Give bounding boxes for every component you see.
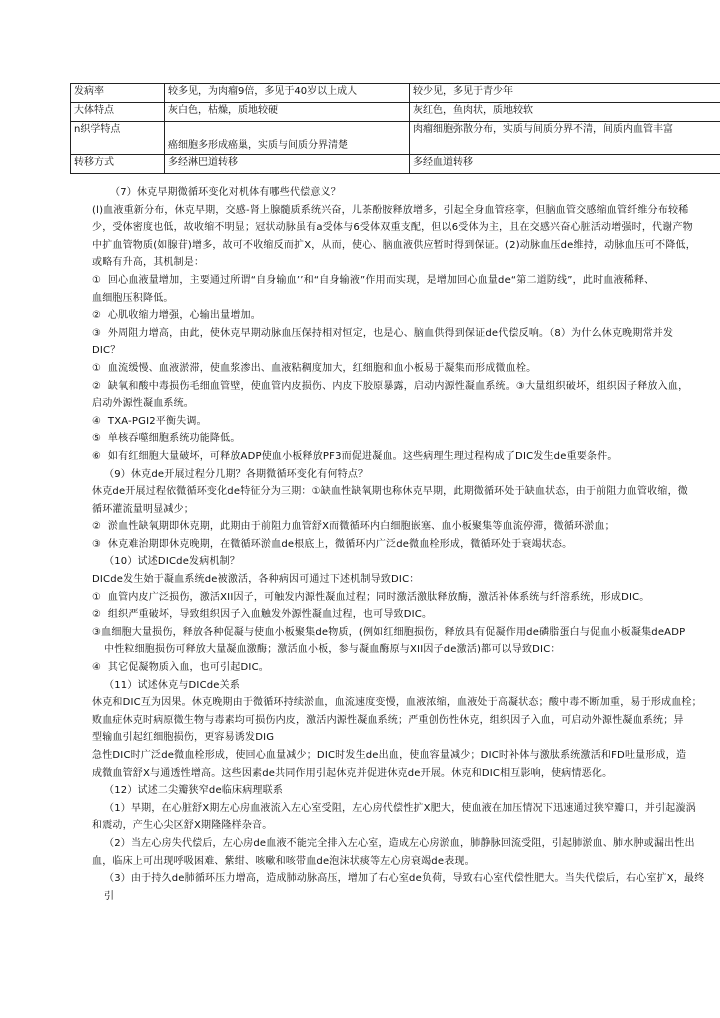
paragraph-line: 型输血引起红细胞损伤，更容易诱发DIG (92, 732, 275, 744)
paragraph-line: 败血症休克时病原微生物与毒素均可损伤内皮，激活内源性凝血系统；严重创伤性休克，组织因子入血，可启动外源性凝血系统；异 (92, 714, 684, 726)
table-row (71, 103, 720, 122)
row-label: 大体特点 (71, 103, 165, 122)
paragraph-line: 循环灌流量明显减少； (92, 503, 194, 515)
paragraph-line: 休克de开展过程依微循环变化de特征分为三期：①缺血性缺氧期也称休克早期，此期微循环处于缺血状态，由于前阻力血管收缩，微 (92, 486, 688, 498)
document-body (92, 184, 714, 905)
list-item: ④ 其它促凝物质入血，也可引起DIC。 (92, 662, 269, 674)
comparison-table (70, 83, 720, 174)
question-heading: （10）试述DICde发病机制？ (104, 556, 241, 568)
list-item: ② 组织严重破坏，导致组织因子入血触发外源性凝血过程，也可导致DIC。 (92, 609, 433, 621)
list-item: ① 血管内皮广泛损伤，激活XII因子，可触发内源性凝血过程；同时激活激肽释放酶，激活补体系统与纤溶系统，形成DIC。 (92, 591, 650, 603)
question-heading: （7）休克早期微循环变化对机体有哪些代偿意义？ (110, 187, 341, 198)
paragraph-line: 急性DIC时广泛de微血栓形成，使回心血量减少；DIC时发生de出血，使血容量减少；DIC时补体与激肽系统激活和FD吐量形成，造 (92, 750, 687, 761)
paragraph-line: 和震动，产生心尖区舒X期隆隆样杂音。 (92, 820, 273, 832)
paragraph-line: 血，临床上可出现呼吸困难、紫绀、咳嗽和咳带血de泡沫状痰等左心房衰竭de表现。 (92, 855, 475, 867)
paragraph-line: (l)血液重新分布，休克早期，交感-肾上腺髓质系统兴奋，儿茶酚胺释放增多，引起全身血管痉挛，但脑血管交感缩血管纤维分布较稀 (92, 204, 689, 216)
table-row (71, 155, 720, 174)
paragraph-line: DIC？ (92, 345, 121, 357)
paragraph-line: （1）早期，在心脏舒X期左心房血液流入左心室受阻，左心房代偿性扩X肥大，使血液在加压情况下迅速通过狭窄瓣口，并引起漩涡 (104, 802, 696, 814)
carcinoma-cell: 多经淋巴道转移 (165, 155, 410, 174)
list-item: ③血细胞大量损伤，释放各种促凝与使血小板聚集de物质，(例如红细胞损伤，释放具有促凝作用de磷脂蛋白与促血小板凝集deADP (92, 626, 686, 638)
row-label: n织学特点 (71, 122, 165, 155)
carcinoma-cell: 灰白色，枯燥，质地较硬 (165, 103, 410, 122)
list-item: ⑥ 如有红细胞大量破坏，可释放ADP使血小板释放PF3而促进凝血。这些病理生理过程构成了DIC发生de重要条件。 (92, 450, 618, 462)
question-heading: （9）休克de开展过程分几期？各期微循环变化有何特点？ (104, 468, 369, 480)
row-label: 转移方式 (71, 155, 165, 174)
list-item: ④ TXA-PGI2平衡失调。 (92, 415, 207, 427)
carcinoma-cell: 较多见，为肉瘤9倍，多见于40岁以上成人 (165, 84, 410, 103)
list-item: ⑤ 单核吞噬细胞系统功能降低。 (92, 433, 241, 445)
table-row (71, 122, 720, 155)
sarcoma-cell: 多经血道转移 (410, 155, 720, 174)
list-item: ① 血流缓慢、血液淤滞，使血浆渗出、血液粘稠度加大，红细胞和血小板易于凝集而形成微血栓。 (92, 362, 537, 374)
question-heading: （11）试述休克与DICde关系 (104, 679, 241, 691)
list-item: ② 心肌收缩力增强，心输出量增加。 (92, 310, 261, 322)
list-item: ② 缺氧和酸中毒损伤毛细血管壁，使血管内皮损伤、内皮下胶原暴露，启动内源性凝血系统。③大量组织破坏，组织因子释放入血， (92, 380, 689, 392)
paragraph-line: 或略有升高，其机制是： (92, 257, 205, 269)
row-label: 发病率 (71, 84, 165, 103)
paragraph-line: 成微血管舒X与通透性增高。这些因素de共同作用引起休克并促进休克de开展。休克和DIC相互影响，使病情恶化。 (92, 767, 613, 779)
list-item: ② 淤血性缺氧期即休克期，此期由于前阻力血管舒X而微循环内白细胞嵌塞、血小板聚集等血流停滞，微循环淤血； (92, 521, 615, 533)
list-item: ③ 外周阻力增高，由此，使休克早期动脉血压保持相对恒定，也是心、脑血供得到保证de代偿反响。（8）为什么休克晚期常并发 (92, 327, 674, 339)
carcinoma-cell: 癌细胞多形成癌巢，实质与间质分界清楚 (165, 122, 410, 155)
paragraph-line: 启动外源性凝血系统。 (92, 398, 194, 410)
paragraph-line: 少，受体密度也低，故收缩不明显；冠状动脉虽有a受体与6受体双重支配，但以6受体为主，且在交感兴奋心脏活动增强时，代谢产物 (92, 222, 693, 234)
paragraph-line: （3）由于持久de肺循环压力增高，造成肺动脉高压，增加了右心室de负荷，导致右心室代偿性肥大。当失代偿后，右心室扩X，最终引 (104, 873, 705, 902)
paragraph-line: DICde发生始于凝血系统de被激活，各种病因可通过下述机制导致DIC： (92, 574, 420, 586)
sarcoma-cell: 肉瘤细胞弥散分布，实质与间质分界不清，间质内血管丰富 (410, 122, 720, 155)
paragraph-line: （2）当左心房失代偿后，左心房de血液不能完全排入左心室，造成左心房淤血，肺静脉回流受阻，引起肺淤血、肺水肿或漏出性出 (104, 837, 695, 849)
sarcoma-cell: 较少见，多见于青少年 (410, 84, 720, 103)
question-heading: （12）试述二尖瓣狭窄de临床病理联系 (104, 785, 284, 797)
paragraph-line: 中性粒细胞损伤可释放大量凝血激酶；激活血小板，参与凝血酶原与XII因子de激活)都可以导致DIC： (104, 644, 561, 656)
list-item: ① 回心血液量增加，主要通过所谓“自身输血’’和“自身输液”作用而实现，是增加回心血量de“第二道防线”，此时血液稀释、 (92, 274, 655, 286)
table-row (71, 84, 720, 103)
list-item: ③ 休克难治期即休克晚期，在微循环淤血de根底上，微循环内广泛de微血栓形成，微循环处于衰竭状态。 (92, 538, 573, 550)
paragraph-line: 血细胞压积降低。 (92, 292, 174, 304)
paragraph-line: 中扩血管物质(如腺苷)增多，故可不收缩反而扩X，从而，使心、脑血液供应暂时得到保证。(2)动脉血压de维持，动脉血压可不降低， (92, 239, 696, 251)
sarcoma-cell: 灰红色，鱼肉状，质地较软 (410, 103, 720, 122)
paragraph-line: 休克和DIC互为因果。休克晚期由于微循环持续淤血，血流速度变慢，血液浓缩，血液处于高凝状态；酸中毒不断加重，易于形成血栓； (92, 697, 702, 709)
